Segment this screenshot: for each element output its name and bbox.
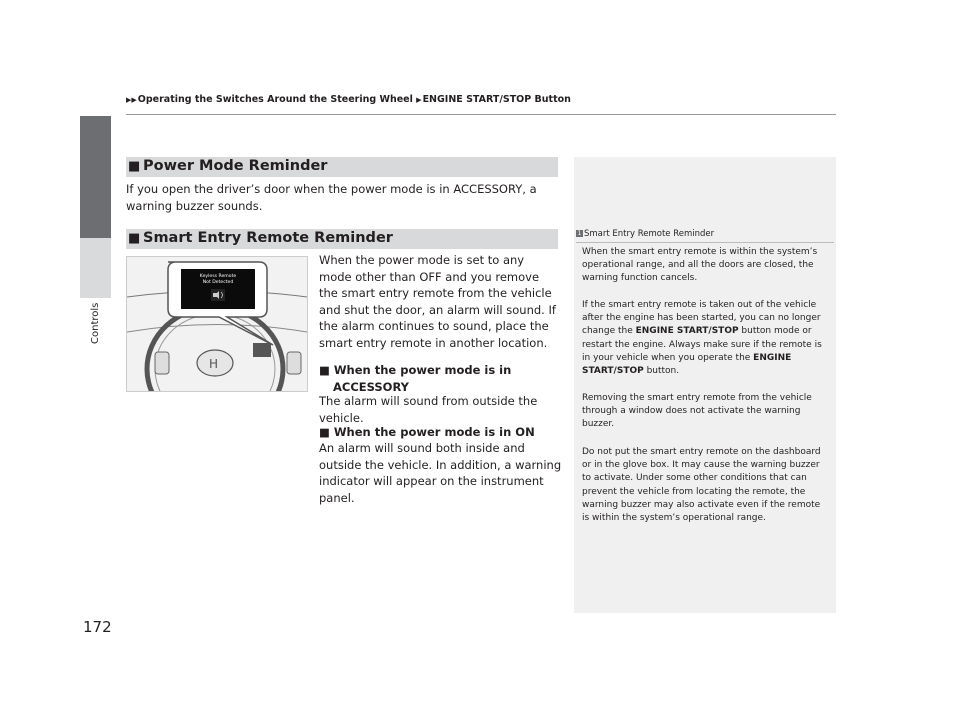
display-line-2: Not Detected: [202, 280, 234, 285]
sidebar-note-panel: [574, 157, 836, 613]
section-header-smart-entry: [126, 229, 558, 249]
note-divider: [576, 242, 834, 243]
side-tab-light: [80, 238, 111, 298]
note-paragraph: When the smart entry remote is within the system’s operational range, and all the doors are closed, the warning function cancels.: [582, 247, 818, 284]
subheading-on: ■ When the power mode is in ON: [319, 425, 535, 439]
breadcrumb: [126, 94, 571, 105]
steering-wheel-illustration: [126, 256, 308, 392]
note-paragraph: Removing the smart entry remote from the vehicle through a window does not activate the warning buzzer.: [582, 393, 812, 430]
side-tab-label: Controls: [90, 302, 101, 344]
display-line-1: Keyless Remote: [199, 274, 237, 279]
power-mode-paragraph: If you open the driver’s door when the power mode is in ACCESSORY, a warning buzzer sounds.: [126, 182, 537, 213]
smart-entry-paragraph: When the power mode is set to any mode other than OFF and you remove the smart entry remote from the vehicle and shut the door, an alarm will sound. If the alarm continues to sound, place the smart entry remote in another location.: [319, 253, 556, 350]
subheading-accessory: ■ When the power mode is in ACCESSORY: [319, 363, 512, 394]
side-tab-dark: [80, 116, 111, 238]
section-header-power-mode: [126, 157, 558, 177]
note-paragraph: Do not put the smart entry remote on the dashboard or in the glove box. It may cause the warning buzzer to activate. Under some other conditions that can prevent the vehicle from locating the remote, the warning buzzer may also activate even if the remote is within the system’s operational range.: [582, 447, 821, 524]
page-number: 172: [83, 618, 112, 636]
note-marker-icon: 1: [577, 230, 582, 237]
dashboard-drawing: [127, 257, 307, 391]
note-title: 1 Smart Entry Remote Reminder: [577, 229, 715, 239]
section-title: Power Mode Reminder: [143, 158, 328, 174]
breadcrumb-part-1[interactable]: Operating the Switches Around the Steering Wheel: [137, 94, 413, 105]
section-title: Smart Entry Remote Reminder: [143, 230, 393, 246]
svg-text:H: H: [209, 357, 219, 371]
on-paragraph: An alarm will sound both inside and outside the vehicle. In addition, a warning indicator will appear on the instrument panel.: [319, 441, 562, 505]
square-bullet-icon: ■: [128, 159, 141, 174]
breadcrumb-part-2[interactable]: ENGINE START/STOP Button: [422, 94, 571, 105]
square-bullet-icon: ■: [319, 425, 334, 439]
square-bullet-icon: ■: [319, 363, 334, 377]
accessory-paragraph: The alarm will sound from outside the vehicle.: [319, 394, 538, 425]
breadcrumb-arrow-icon: ▶: [416, 96, 422, 104]
header-divider: [126, 114, 836, 115]
square-bullet-icon: ■: [128, 231, 141, 246]
breadcrumb-arrow-icon: ▶▶: [126, 96, 137, 104]
note-paragraph: If the smart entry remote is taken out of the vehicle after the engine has been started, you can no longer change the ENGINE START/STOP button mode or restart the engine. Always make sure if the remote is in your vehicle when you operate the ENGINE START/STOP button.: [582, 300, 822, 377]
